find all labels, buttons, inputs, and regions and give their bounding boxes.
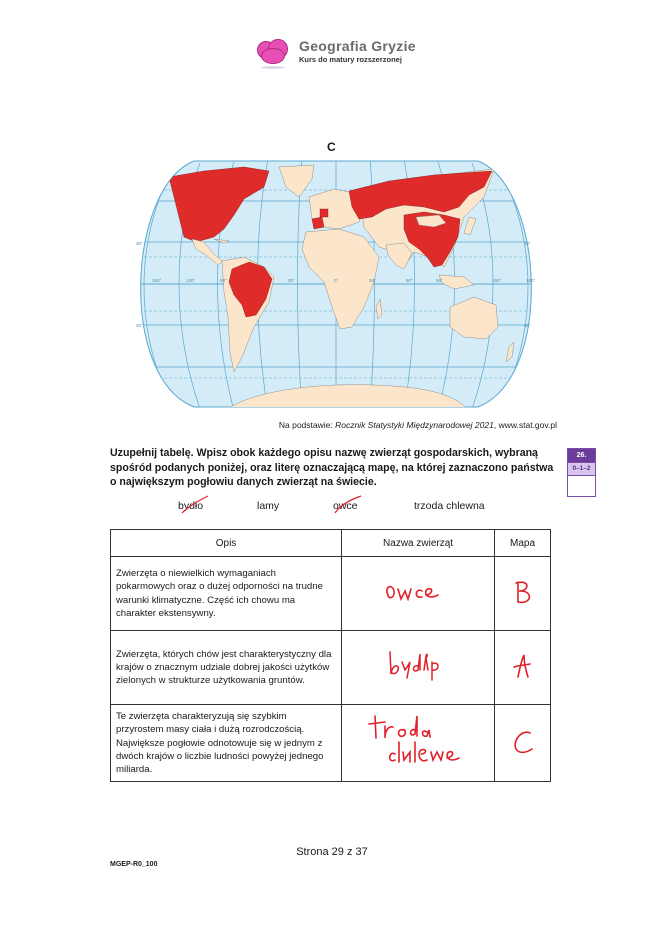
map-source: Na podstawie: Rocznik Statystyki Międzynarodowej 2021, www.stat.gov.pl [278, 420, 557, 430]
option-trzoda-chlewna: trzoda chlewna [414, 500, 485, 512]
brand-title: Geografia Gryzie [299, 38, 416, 54]
brand-header [255, 37, 416, 65]
answer-animal-field[interactable] [342, 557, 495, 631]
svg-text:30°: 30° [524, 323, 531, 328]
handwriting-C [508, 727, 538, 757]
svg-text:30°: 30° [288, 278, 295, 283]
answer-animal-field[interactable] [342, 631, 495, 705]
svg-text:120°: 120° [186, 278, 196, 283]
strike-mark [180, 495, 210, 515]
table-row [111, 631, 551, 705]
pink-brain-icon [255, 37, 289, 65]
answer-map-field[interactable] [495, 557, 551, 631]
svg-text:30°: 30° [136, 241, 143, 246]
answer-animal-field[interactable] [342, 705, 495, 782]
svg-text:150°: 150° [492, 278, 502, 283]
strike-mark [333, 495, 363, 515]
table-row [111, 557, 551, 631]
svg-text:0°: 0° [334, 278, 339, 283]
task-number: 26. [568, 449, 595, 462]
svg-text:30°: 30° [136, 323, 143, 328]
handwriting-owce [378, 577, 458, 607]
page-number: Strona 29 z 37 [296, 846, 368, 858]
task-score-scale: 0–1–2 [568, 462, 595, 475]
header-mapa: Mapa [495, 530, 551, 557]
task-instruction: Uzupełnij tabelę. Wpisz obok każdego opisu nazwę zwierząt gospodarskich, wybraną spośród podanych poniżej, oraz literę oznaczającą mapę, na której zaznaczono państwa o największym pogłowiu danych zwierząt na świecie. [110, 447, 554, 488]
handwriting-A [508, 651, 538, 681]
svg-text:90°: 90° [220, 278, 227, 283]
brand-subtitle: Kurs do matury rozszerzonej [299, 55, 402, 64]
option-bydlo: bydło [178, 500, 204, 512]
header-opis: Opis [111, 530, 342, 557]
svg-text:90°: 90° [436, 278, 443, 283]
svg-text:180°: 180° [526, 278, 536, 283]
option-owce: owce [333, 500, 358, 512]
svg-text:150°: 150° [152, 278, 162, 283]
answer-table [110, 529, 551, 782]
score-field [568, 475, 595, 496]
answer-map-field[interactable] [495, 631, 551, 705]
row-description: Zwierzęta, których chów jest charakterystyczny dla krajów o znacznym udziale dobrej jakości użytków zielonych w strukturze użytkowania gruntów. [111, 631, 342, 705]
row-description: Zwierzęta o niewielkich wymaganiach pokarmowych oraz o dużej odporności na trudne warunki klimatyczne. Część ich chowu ma charakter ekstensywny. [111, 557, 342, 631]
exam-code: MGEP-R0_100 [110, 861, 158, 868]
map-letter: C [327, 140, 336, 154]
svg-text:60°: 60° [406, 278, 413, 283]
svg-text:30°: 30° [524, 241, 531, 246]
option-lamy: lamy [257, 500, 280, 512]
handwriting-B [508, 577, 538, 607]
svg-text:30°: 30° [369, 278, 376, 283]
table-row [111, 705, 551, 782]
handwriting-trzoda-chlewna [363, 712, 473, 772]
task-score-box [567, 448, 596, 497]
handwriting-bydlo [378, 648, 458, 684]
answer-map-field[interactable] [495, 705, 551, 782]
row-description: Te zwierzęta charakteryzują się szybkim przyrostem masy ciała i dużą rozrodczością. Największe pogłowie odnotowuje się w jednym z dwóch krajów o liczbie ludności powyżej jednego miliarda. [111, 705, 342, 782]
world-map [124, 157, 548, 411]
header-nazwa: Nazwa zwierząt [342, 530, 495, 557]
